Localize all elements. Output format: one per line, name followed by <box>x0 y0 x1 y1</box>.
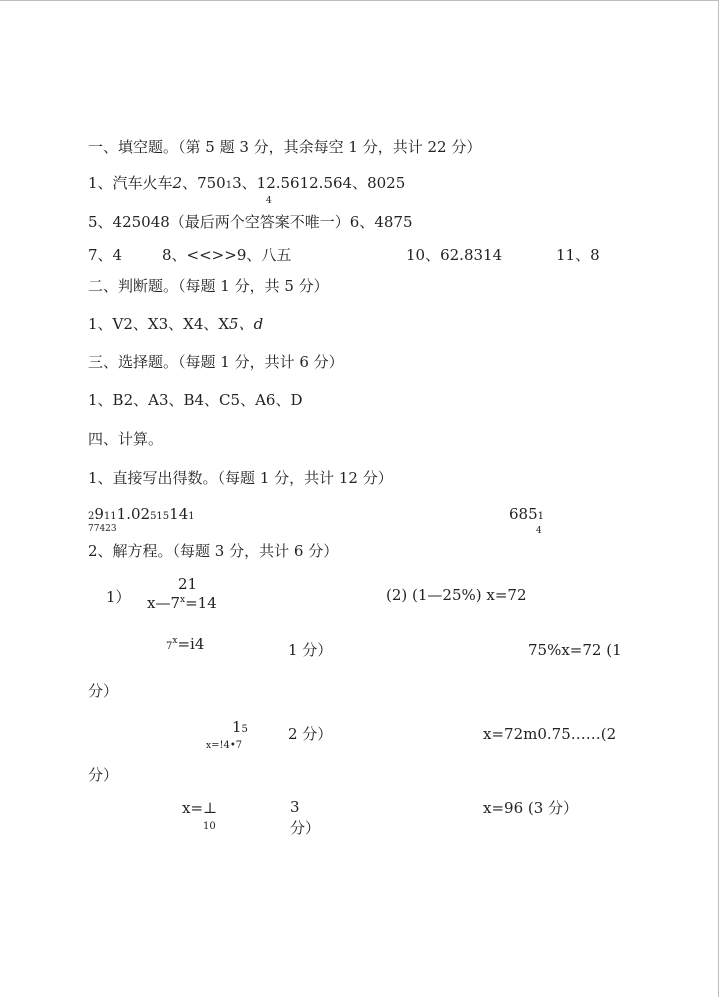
eq1-label: 1） <box>106 588 131 606</box>
s4-sub2-heading: 2、解方程。（每题 3 分，共计 6 分） <box>88 542 339 560</box>
step2-continuation: 分） <box>88 766 119 784</box>
section-4-heading: 四、计算。 <box>88 430 164 448</box>
step3-score-b: 分） <box>290 819 321 837</box>
step2-right: x=72m0.75……(2 <box>483 725 617 743</box>
step3-left: x=⊥ <box>182 799 218 817</box>
s4-a1: 2 <box>88 511 95 522</box>
step2-left <box>206 736 242 751</box>
step2-left-main: =!4•7 <box>211 740 243 751</box>
eq1-fraction-top: 21 <box>178 575 198 593</box>
section-3-heading: 三、选择题。（每题 1 分，共计 6 分） <box>88 353 344 371</box>
step1-right: 75%x=72 (1 <box>528 641 622 659</box>
s1-line1-subscript: 4 <box>266 196 272 206</box>
s4-a3: 11 <box>103 511 117 522</box>
s3-answers: 1、B2、A3、B4、C5、A6、D <box>88 391 303 409</box>
step2-top-main: 1 <box>232 718 242 736</box>
eq1-sup: x <box>180 595 186 605</box>
s4-a7: 1 <box>188 511 195 522</box>
s1-answer-line-2: 5、425048（最后两个空答案不唯一）6、4875 <box>88 213 413 231</box>
s4-a2: 9 <box>94 505 104 523</box>
eq1-main: x—7 <box>147 594 181 612</box>
step1-continuation: 分） <box>88 682 119 700</box>
s2-answers-text: 1、V2、X3、X4、X <box>88 315 230 333</box>
s4-right-subscript: 4 <box>536 526 542 536</box>
step2-left-pre: x <box>206 741 212 751</box>
eq2-label: (2) (1—25%) x=72 <box>386 586 527 604</box>
s1-line1-italic: 2 <box>172 174 183 192</box>
s1-answer-11: 11、8 <box>556 246 600 264</box>
step1-left <box>166 637 204 652</box>
s2-answers <box>88 317 263 332</box>
step2-left-top <box>232 720 248 735</box>
section-1-heading: 一、填空题。（第 5 题 3 分，其余每空 1 分，共计 22 分） <box>88 138 482 156</box>
eq1-expression <box>147 596 217 611</box>
step2-score: 2 分） <box>288 725 333 743</box>
s1-line1-small: 1 <box>225 180 233 191</box>
section-2-heading: 二、判断题。（每题 1 分，共 5 分） <box>88 277 329 295</box>
s4-sub1-denominators: 77423 <box>88 524 117 534</box>
s1-answer-10: 10、62.8314 <box>406 246 503 264</box>
step1-score: 1 分） <box>288 641 333 659</box>
s1-answer-8-9: 8、<<>>9、八五 <box>162 246 292 264</box>
s4-sub1-right <box>509 507 544 522</box>
s4-right-main: 685 <box>509 505 538 523</box>
step3-score-a: 3 <box>290 798 300 816</box>
s1-line1-rest: 、750 <box>182 174 226 192</box>
s4-sub1-answers <box>88 507 195 522</box>
s1-answer-line-1 <box>88 176 405 191</box>
step3-left-subscript: 10 <box>203 821 216 832</box>
step1-left-post: =i4 <box>177 635 205 653</box>
s1-line1-text: 1、汽车火车 <box>88 174 173 192</box>
step3-right: x=96 (3 分） <box>483 799 579 817</box>
eq1-tail: =14 <box>185 594 217 612</box>
step1-left-sup: x <box>172 636 178 646</box>
s2-answers-italic: 5、d <box>229 315 264 333</box>
s4-a5: 515 <box>150 511 170 522</box>
s1-line1-rest2: 3、12.5612.564、8025 <box>232 174 406 192</box>
s4-sub1-heading: 1、直接写出得数。（每题 1 分，共计 12 分） <box>88 469 393 487</box>
s4-a4: 1.02 <box>116 505 151 523</box>
s4-right-small: 1 <box>537 511 545 522</box>
s4-a6: 14 <box>169 505 189 523</box>
s1-answer-7: 7、4 <box>88 246 123 264</box>
step1-left-pre: 7 <box>166 641 173 652</box>
step2-top-small: 5 <box>241 724 248 735</box>
